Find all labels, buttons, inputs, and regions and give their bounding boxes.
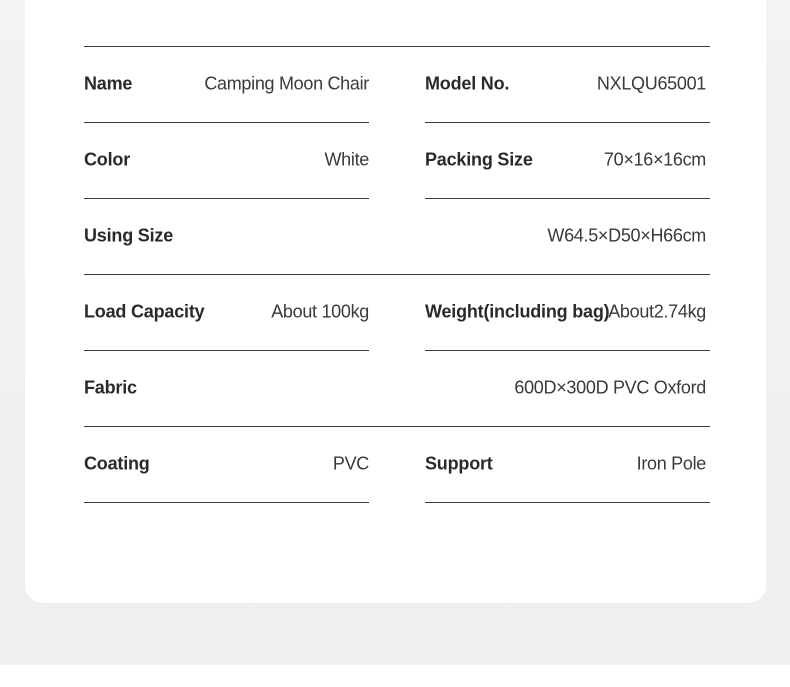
spec-cell-load-capacity (84, 275, 369, 351)
spec-value: W64.5×D50×H66cm (547, 225, 706, 246)
spec-label: Coating (84, 453, 150, 474)
spec-row-fabric (84, 351, 710, 427)
spec-cell-support (425, 427, 710, 503)
spec-value: 600D×300D PVC Oxford (514, 377, 706, 398)
spec-cell-packing-size (425, 123, 710, 199)
spec-row-color-packing (84, 123, 710, 199)
spec-value: Camping Moon Chair (204, 73, 369, 94)
spec-value: About2.74kg (608, 301, 706, 322)
spec-label: Fabric (84, 377, 137, 398)
spec-label: Name (84, 73, 133, 94)
spec-cell-fabric (84, 351, 710, 427)
spec-row-using-size (84, 199, 710, 275)
spec-value: About 100kg (271, 301, 369, 322)
spec-label: Using Size (84, 225, 174, 246)
spec-cell-weight (425, 275, 710, 351)
spec-value: 70×16×16cm (603, 149, 706, 170)
spec-label: Weight(including bag) (425, 301, 610, 322)
spec-table (84, 46, 710, 503)
spec-label: Color (84, 149, 130, 170)
spec-row-coating-support (84, 427, 710, 503)
spec-cell-model-no (425, 47, 710, 123)
spec-label: Model No. (425, 73, 510, 94)
spec-cell-coating (84, 427, 369, 503)
spec-cell-name (84, 47, 369, 123)
spec-value: NXLQU65001 (596, 73, 706, 94)
spec-cell-using-size (84, 199, 710, 275)
spec-label: Packing Size (425, 149, 533, 170)
spec-value: PVC (332, 453, 369, 474)
spec-row-load-weight (84, 275, 710, 351)
spec-row-name-model (84, 47, 710, 123)
spec-label: Load Capacity (84, 301, 205, 322)
spec-cell-color (84, 123, 369, 199)
spec-value: Iron Pole (636, 453, 706, 474)
spec-label: Support (425, 453, 493, 474)
bottom-strip (0, 665, 790, 687)
spec-value: White (324, 149, 369, 170)
